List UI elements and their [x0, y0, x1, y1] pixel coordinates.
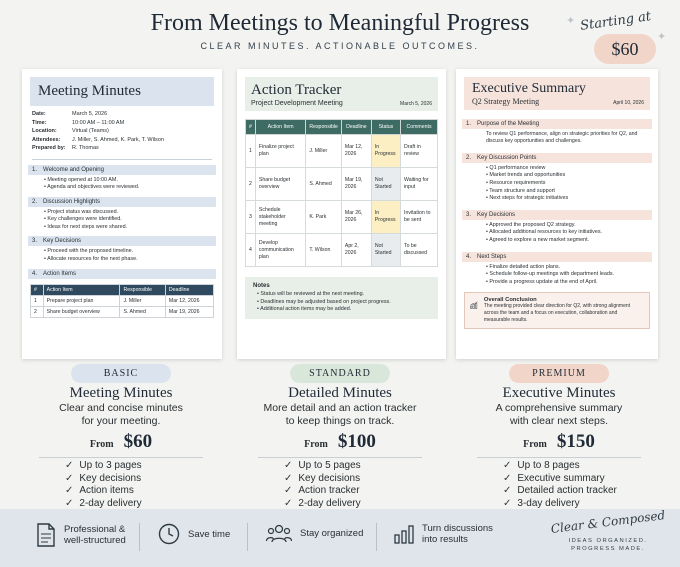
table-cell: J. Miller: [120, 295, 165, 306]
bullet-list: [22, 209, 222, 232]
section-number: 3.: [32, 238, 38, 245]
bar-chart-icon: [394, 524, 414, 544]
check-icon: ✓: [284, 485, 293, 497]
starting-price: $60: [594, 34, 656, 64]
check-icon: ✓: [503, 485, 512, 497]
bullet-item: • Project status was discussed.: [44, 209, 216, 217]
footer-label: into results: [422, 534, 468, 545]
footer-label: Save time: [188, 528, 231, 540]
conclusion-box: [464, 292, 650, 329]
summary-subtitle: Q2 Strategy Meeting: [472, 97, 540, 106]
feature-item: [65, 485, 221, 498]
table-cell: To be discussed: [401, 234, 438, 267]
column-header: Status: [371, 120, 400, 135]
column-header: Action Item: [255, 120, 305, 135]
summary-header: [464, 77, 650, 110]
divider: [376, 523, 377, 551]
footer-item-time: [158, 523, 230, 545]
from-label: From: [304, 439, 328, 450]
meta-key: Date:: [32, 111, 46, 117]
clock-icon: [158, 523, 180, 545]
feature-item: [284, 473, 440, 486]
feature-label: 2-day delivery: [79, 497, 142, 509]
table-cell: Finalize project plan: [255, 135, 305, 168]
footer-label: Turn discussions: [422, 523, 493, 534]
table-cell: 2: [31, 306, 44, 317]
section-title: Key Decisions: [43, 238, 82, 245]
column-header: Responsible: [120, 284, 165, 295]
table-row: [31, 306, 214, 317]
meta-key: Attendees:: [32, 136, 61, 143]
bullet-item: • Next steps for strategic initiatives: [486, 195, 652, 203]
feature-label: Up to 8 pages: [517, 460, 580, 471]
table-cell: K. Park: [306, 201, 342, 234]
feature-label: Detailed action tracker: [517, 485, 617, 497]
section-text: To review Q1 performance, align on strategic priorities for Q2, and discuss key opportunities and challenges.: [486, 131, 638, 145]
bullet-list: [456, 222, 658, 245]
bullet-item: • Schedule follow-up meetings with department leads.: [486, 271, 652, 279]
sparkle-icon: ✦: [657, 31, 667, 43]
document-icon: [36, 523, 56, 547]
table-cell: Mar 19, 2026: [341, 168, 371, 201]
meta-value: R. Thomas: [72, 145, 99, 151]
tier-price-row: [459, 431, 659, 453]
table-row: [246, 168, 438, 201]
tier-name: Meeting Minutes: [69, 385, 173, 401]
card-title: Action Tracker: [251, 82, 342, 98]
check-icon: ✓: [503, 497, 512, 509]
feature-label: Action tracker: [298, 485, 360, 497]
feature-item: [284, 460, 440, 473]
tier-standard: [240, 363, 440, 510]
table-cell: Apr 2, 2026: [341, 234, 371, 267]
section-heading: [28, 269, 216, 279]
table-row: [246, 234, 438, 267]
column-header: Action Item: [43, 284, 120, 295]
tier-description: A comprehensive summary: [495, 402, 623, 414]
check-icon: ✓: [284, 472, 293, 484]
note-item: • Deadlines may be adjusted based on project progress.: [257, 299, 424, 307]
feature-item: [503, 460, 659, 473]
check-icon: ✓: [503, 460, 512, 471]
table-cell: T. Wilson: [306, 234, 342, 267]
bullet-item: • Agenda and objectives were reviewed.: [44, 184, 216, 192]
tier-price: $60: [123, 431, 153, 452]
section-number: 3.: [466, 211, 472, 218]
feature-label: Key decisions: [298, 472, 361, 484]
feature-item: [65, 460, 221, 473]
feature-label: Key decisions: [79, 472, 142, 484]
card-title: Meeting Minutes: [30, 77, 214, 106]
column-header: Deadline: [341, 120, 371, 135]
meta-row: [32, 127, 212, 136]
check-icon: ✓: [284, 497, 293, 509]
meta-value: J. Miller, S. Ahmed, K. Park, T. Wilson: [72, 136, 164, 143]
column-header: #: [31, 284, 44, 295]
table-cell: Waiting for input: [401, 168, 438, 201]
tier-description: with clear next steps.: [509, 415, 609, 427]
bullet-item: • Finalize detailed action plans.: [486, 264, 652, 272]
card-title: Executive Summary: [472, 81, 586, 96]
section-heading: [462, 252, 652, 262]
table-cell: Mar 26, 2026: [341, 201, 371, 234]
status-cell: Not Started: [371, 168, 400, 201]
tier-basic: [21, 363, 221, 510]
table-cell: 3: [246, 201, 256, 234]
check-icon: ✓: [65, 460, 74, 471]
meta-value: 10:00 AM – 11:00 AM: [72, 119, 125, 126]
feature-label: Executive summary: [517, 472, 605, 484]
tier-description: More detail and an action tracker: [263, 402, 417, 414]
column-header: Comments: [401, 120, 438, 135]
section-title: Key Discussion Points: [477, 154, 537, 161]
check-icon: ✓: [503, 472, 512, 484]
page-title: From Meetings to Meaningful Progress: [150, 10, 530, 36]
starting-at-label: Starting at: [579, 9, 652, 34]
note-item: • Status will be reviewed at the next meeting.: [257, 291, 424, 299]
meta-row: [32, 144, 212, 153]
tier-description: for your meeting.: [81, 415, 161, 427]
meta-key: Time:: [32, 119, 47, 126]
bullet-item: • Proceed with the proposed timeline.: [44, 248, 216, 256]
tier-price-row: [240, 431, 440, 453]
project-name: Project Development Meeting: [251, 100, 343, 107]
divider: [258, 457, 422, 458]
tier-price: $100: [337, 431, 376, 452]
tracker-table: [245, 119, 438, 267]
divider: [247, 523, 248, 551]
bullet-item: • Allocate resources for the next phase.: [44, 256, 216, 264]
bullet-item: • Team structure and support: [486, 188, 652, 196]
feature-item: [284, 485, 440, 498]
table-cell: 1: [31, 295, 44, 306]
conclusion-title: Overall Conclusion: [483, 297, 537, 304]
bullet-item: • Ideas for next steps were shared.: [44, 224, 216, 232]
bullet-item: • Q1 performance review: [486, 165, 652, 173]
section-title: Purpose of the Meeting: [477, 121, 540, 127]
bullet-item: • Agreed to explore a new market segment.: [486, 237, 652, 245]
footer-item-structured: [36, 523, 126, 547]
conclusion-text: The meeting provided clear direction for Q2, with strong alignment across the team and a focus on execution, collaboration and measurable results.: [483, 303, 631, 324]
divider: [39, 457, 203, 458]
minutes-sections: [22, 165, 222, 279]
section-title: Discussion Highlights: [43, 198, 101, 205]
action-items-table: [30, 284, 214, 318]
feature-label: 2-day delivery: [298, 497, 361, 509]
tier-price: $150: [556, 431, 595, 452]
brand-tagline-line: IDEAS ORGANIZED.: [568, 538, 648, 544]
feature-item: [503, 485, 659, 498]
table-cell: Develop communication plan: [255, 234, 305, 267]
table-cell: Share budget overview: [255, 168, 305, 201]
table-cell: Mar 12, 2026: [341, 135, 371, 168]
meeting-minutes-sample: [22, 69, 222, 359]
tier-label: STANDARD: [290, 364, 390, 383]
meta-row: [32, 119, 212, 128]
section-number: 1.: [466, 121, 472, 127]
footer-item-results: [394, 523, 493, 545]
feature-list: [21, 460, 221, 510]
summary-date: April 10, 2026: [613, 100, 644, 106]
divider: [477, 457, 641, 458]
starting-price-badge: [578, 10, 662, 66]
footer-label: Stay organized: [300, 527, 364, 539]
table-cell: Prepare project plan: [43, 295, 120, 306]
check-icon: ✓: [284, 460, 293, 471]
bullet-list: [456, 165, 658, 203]
section-heading: [28, 236, 216, 246]
table-row: [246, 201, 438, 234]
table-cell: Schedule stakeholder meeting: [255, 201, 305, 234]
column-header: Responsible: [306, 120, 342, 135]
bullet-item: • Key challenges were identified.: [44, 216, 216, 224]
feature-label: Up to 5 pages: [298, 460, 361, 471]
notes-box: [245, 277, 438, 319]
section-heading: [462, 153, 652, 163]
bullet-item: • Approved the proposed Q2 strategy.: [486, 222, 652, 230]
section-title: Next Steps: [477, 253, 507, 260]
section-number: 2.: [32, 198, 38, 205]
tier-name: Detailed Minutes: [288, 385, 392, 401]
divider: [139, 523, 140, 551]
tier-label: BASIC: [71, 364, 171, 383]
notes-title: Notes: [253, 283, 270, 289]
executive-summary-sample: [456, 69, 658, 359]
feature-label: Action items: [79, 485, 134, 497]
table-cell: Invitation to be sent: [401, 201, 438, 234]
feature-label: Up to 3 pages: [79, 460, 142, 471]
table-cell: 2: [246, 168, 256, 201]
column-header: Deadline: [165, 284, 213, 295]
footer-item-organized: [266, 523, 363, 543]
features-footer: [0, 509, 680, 567]
section-heading: [462, 119, 652, 129]
bullet-item: • Meeting opened at 10:00 AM.: [44, 177, 216, 185]
meta-key: Location:: [32, 128, 57, 134]
table-cell: J. Miller: [306, 135, 342, 168]
from-label: From: [523, 439, 547, 450]
section-number: 4.: [466, 253, 472, 260]
tier-description: Clear and concise minutes: [59, 402, 183, 414]
meta-row: [32, 136, 212, 145]
section-number: 4.: [32, 270, 38, 277]
check-icon: ✓: [65, 472, 74, 484]
page-subtitle: CLEAR MINUTES. ACTIONABLE OUTCOMES.: [200, 41, 480, 51]
from-label: From: [89, 439, 114, 450]
meta-value: March 5, 2026: [72, 111, 108, 117]
section-number: 1.: [32, 166, 38, 173]
bullet-item: • Provide a progress update at the end of April.: [486, 279, 652, 287]
meeting-meta: [22, 106, 222, 157]
brand-tagline: [548, 537, 668, 553]
bullet-item: • Allocated additional resources to key initiatives.: [486, 229, 652, 237]
table-row: [246, 135, 438, 168]
tier-label: PREMIUM: [509, 364, 609, 383]
table-cell: 4: [246, 234, 256, 267]
status-cell: In Progress: [371, 201, 400, 234]
summary-sections: [456, 119, 658, 286]
brand-name: Clear & Composed: [550, 508, 666, 536]
section-heading: [462, 210, 652, 220]
feature-list: [240, 460, 440, 510]
growth-chart-icon: [470, 297, 478, 313]
tier-description: to keep things on track.: [285, 415, 395, 427]
note-item: • Additional action items may be added.: [257, 306, 424, 314]
bullet-list: [456, 264, 658, 287]
table-cell: S. Ahmed: [306, 168, 342, 201]
status-cell: Not Started: [371, 234, 400, 267]
table-cell: Mar 19, 2026: [165, 306, 213, 317]
tracker-date: March 5, 2026: [400, 101, 432, 107]
notes-list: [253, 291, 430, 314]
feature-list: [459, 460, 659, 510]
table-cell: 1: [246, 135, 256, 168]
section-heading: [28, 165, 216, 175]
section-title: Key Decisions: [477, 211, 516, 218]
bullet-list: [22, 177, 222, 192]
feature-item: [65, 473, 221, 486]
status-cell: In Progress: [371, 135, 400, 168]
footer-label: Professional &: [64, 524, 126, 535]
brand-logo: [548, 508, 668, 553]
tracker-header: [245, 77, 438, 111]
tier-price-row: [21, 431, 221, 453]
meta-row: [32, 110, 212, 119]
bullet-item: • Resource requirements: [486, 180, 652, 188]
table-cell: Draft in review: [401, 135, 438, 168]
team-icon: [266, 523, 292, 543]
section-title: Action Items: [43, 270, 77, 277]
tier-name: Executive Minutes: [502, 385, 616, 401]
tier-premium: [459, 363, 659, 510]
section-title: Welcome and Opening: [43, 166, 104, 173]
meta-value: Virtual (Teams): [72, 128, 109, 134]
sparkle-icon: ✦: [566, 15, 576, 27]
bullet-list: [22, 248, 222, 263]
section-heading: [28, 197, 216, 207]
brand-tagline-line: PROGRESS MADE.: [571, 546, 645, 552]
table-cell: S. Ahmed: [120, 306, 165, 317]
feature-label: 3-day delivery: [517, 497, 580, 509]
meta-key: Prepared by:: [32, 145, 66, 151]
footer-label: well-structured: [64, 535, 126, 546]
column-header: #: [246, 120, 256, 135]
table-cell: Mar 12, 2026: [165, 295, 213, 306]
section-number: 2.: [466, 154, 472, 161]
table-row: [31, 295, 214, 306]
check-icon: ✓: [65, 485, 74, 497]
action-tracker-sample: [237, 69, 446, 359]
table-cell: Share budget overview: [43, 306, 120, 317]
check-icon: ✓: [65, 497, 74, 509]
bullet-item: • Market trends and opportunities: [486, 172, 652, 180]
feature-item: [503, 473, 659, 486]
